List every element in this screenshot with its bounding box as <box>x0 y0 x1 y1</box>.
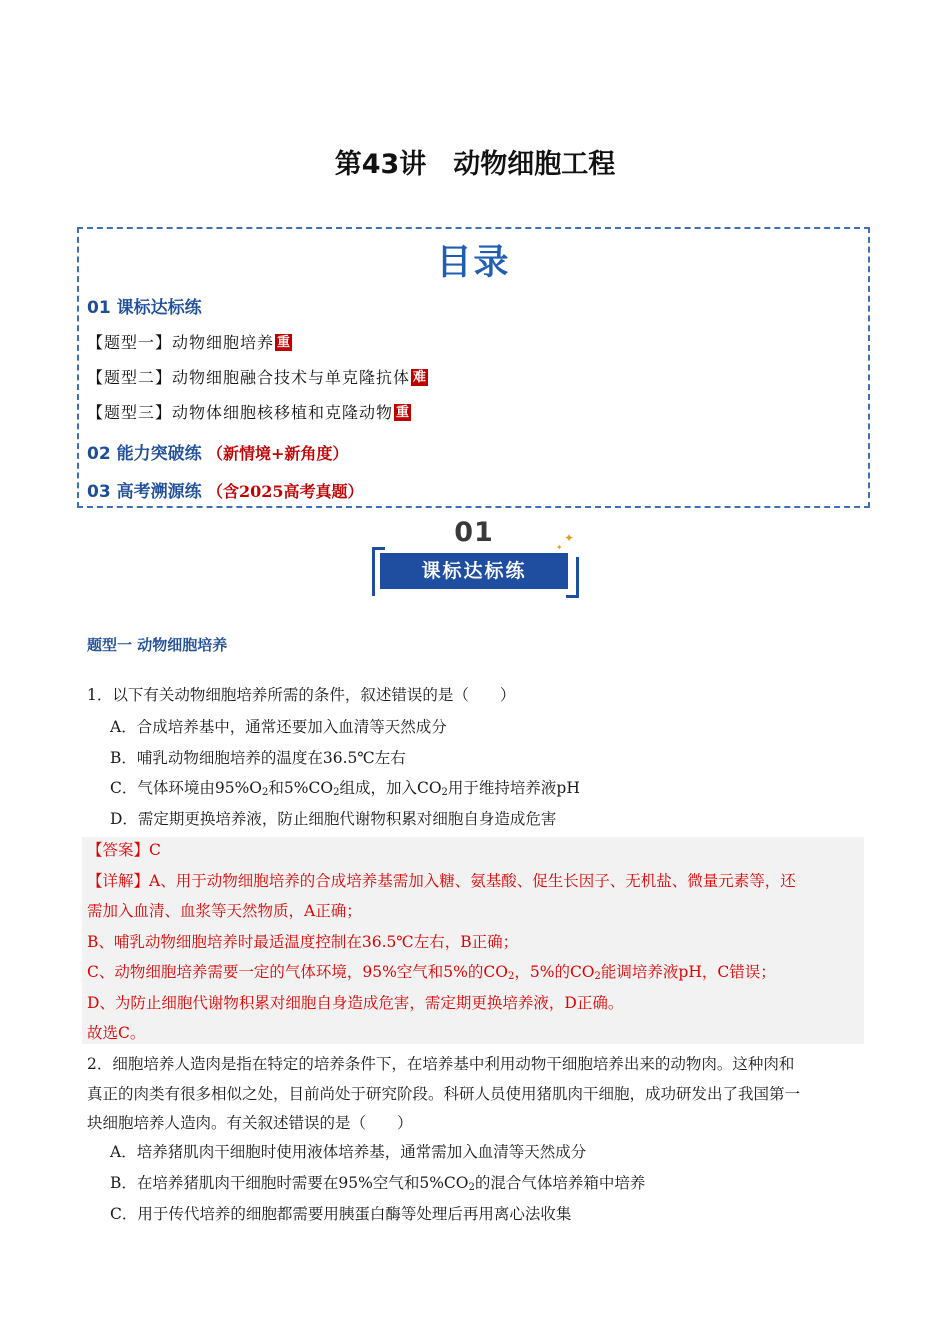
option-c-part: C．气体环境由95%O <box>110 779 263 797</box>
question-2-option-b <box>110 1172 645 1199</box>
toc-heading: 目录 <box>436 243 511 283</box>
explanation-line: B、哺乳动物细胞培养时最适温度控制在36.5℃左右，B正确； <box>87 933 519 951</box>
question-1-option-c <box>110 777 580 804</box>
difficult-tag-badge: 难 <box>413 370 427 385</box>
toc-section-2-label: 02 能力突破练 <box>87 444 202 464</box>
explanation-line: 需加入血清、血浆等天然物质，A正确； <box>87 902 362 920</box>
sparkle-icon: ✦ <box>556 543 563 552</box>
question-2-stem: 块细胞培养人造肉。有关叙述错误的是（ ） <box>87 1114 413 1132</box>
key-tag-badge: 重 <box>396 405 410 420</box>
option-c-part: 组成，加入CO <box>339 779 442 797</box>
option-b-part: B．在培养猪肌肉干细胞时需要在95%空气和5%CO <box>110 1174 469 1192</box>
toc-section-3-label: 03 高考溯源练 <box>87 482 202 502</box>
subscript: 2 <box>262 787 269 798</box>
option-b-part: 的混合气体培养箱中培养 <box>474 1174 646 1192</box>
toc-section-3[interactable] <box>87 477 364 502</box>
banner-number: 01 <box>454 517 494 548</box>
explanation-part: ，5%的CO <box>514 963 595 981</box>
toc-type-2-label: 【题型二】动物细胞融合技术与单克隆抗体 <box>87 368 411 387</box>
explanation-line: D、为防止细胞代谢物积累对细胞自身造成危害，需定期更换培养液，D正确。 <box>87 994 624 1012</box>
question-1-stem: 1．以下有关动物细胞培养所需的条件，叙述错误的是（ ） <box>87 686 516 704</box>
key-tag-badge: 重 <box>277 335 291 350</box>
answer-1: 【答案】C <box>87 841 161 859</box>
subscript: 2 <box>441 787 448 798</box>
subscript: 2 <box>468 1182 475 1193</box>
subscript: 2 <box>594 971 601 982</box>
subscript: 2 <box>333 787 340 798</box>
toc-section-2[interactable] <box>87 439 348 464</box>
toc-type-2[interactable] <box>87 365 428 388</box>
question-2-stem: 真正的肉类有很多相似之处，目前尚处于研究阶段。科研人员使用猪肌肉干细胞，成功研发出了我国第一 <box>87 1085 801 1103</box>
banner-label: 课标达标练 <box>380 553 568 589</box>
subscript: 2 <box>507 971 515 982</box>
toc-type-3[interactable] <box>87 400 411 423</box>
question-2-stem: 2．细胞培养人造肉是指在特定的培养条件下，在培养基中利用动物干细胞培养出来的动物肉。这种肉和 <box>87 1055 795 1073</box>
toc-section-1[interactable]: 01 课标达标练 <box>87 298 202 318</box>
question-1-option-a: A．合成培养基中，通常还要加入血清等天然成分 <box>110 718 447 736</box>
type-heading: 题型一 动物细胞培养 <box>87 636 228 654</box>
toc-section-2-note: （新情境+新角度） <box>206 444 349 463</box>
explanation-line: 【详解】A、用于动物细胞培养的合成培养基需加入糖、氨基酸、促生长因子、无机盐、微量元素等，还 <box>87 872 796 890</box>
question-1-option-b: B．哺乳动物细胞培养的温度在36.5℃左右 <box>110 749 406 767</box>
question-2-option-c: C．用于传代培养的细胞都需要用胰蛋白酶等处理后再用离心法收集 <box>110 1205 572 1223</box>
explanation-choice: 故选C。 <box>87 1024 146 1042</box>
explanation-part: 能调培养液pH，C错误； <box>600 963 776 981</box>
toc-section-3-note: （含2025高考真题） <box>206 482 364 501</box>
toc-type-3-label: 【题型三】动物体细胞核移植和克隆动物 <box>87 403 394 422</box>
toc-type-1[interactable] <box>87 330 292 353</box>
toc-type-1-label: 【题型一】动物细胞培养 <box>87 333 275 352</box>
question-1-option-d: D．需定期更换培养液，防止细胞代谢物积累对细胞自身造成危害 <box>110 810 557 828</box>
explanation-part: C、动物细胞培养需要一定的气体环境，95%空气和5%的CO <box>87 963 508 981</box>
option-c-part: 用于维持培养液pH <box>447 779 580 797</box>
option-c-part: 和5%CO <box>268 779 334 797</box>
explanation-line <box>87 961 776 988</box>
section-banner <box>368 517 580 597</box>
sparkle-icon: ✦ <box>564 531 575 545</box>
table-of-contents <box>77 227 870 508</box>
page-title: 第43讲 动物细胞工程 <box>334 149 616 180</box>
question-2-option-a: A．培养猪肌肉干细胞时使用液体培养基，通常需加入血清等天然成分 <box>110 1143 587 1161</box>
